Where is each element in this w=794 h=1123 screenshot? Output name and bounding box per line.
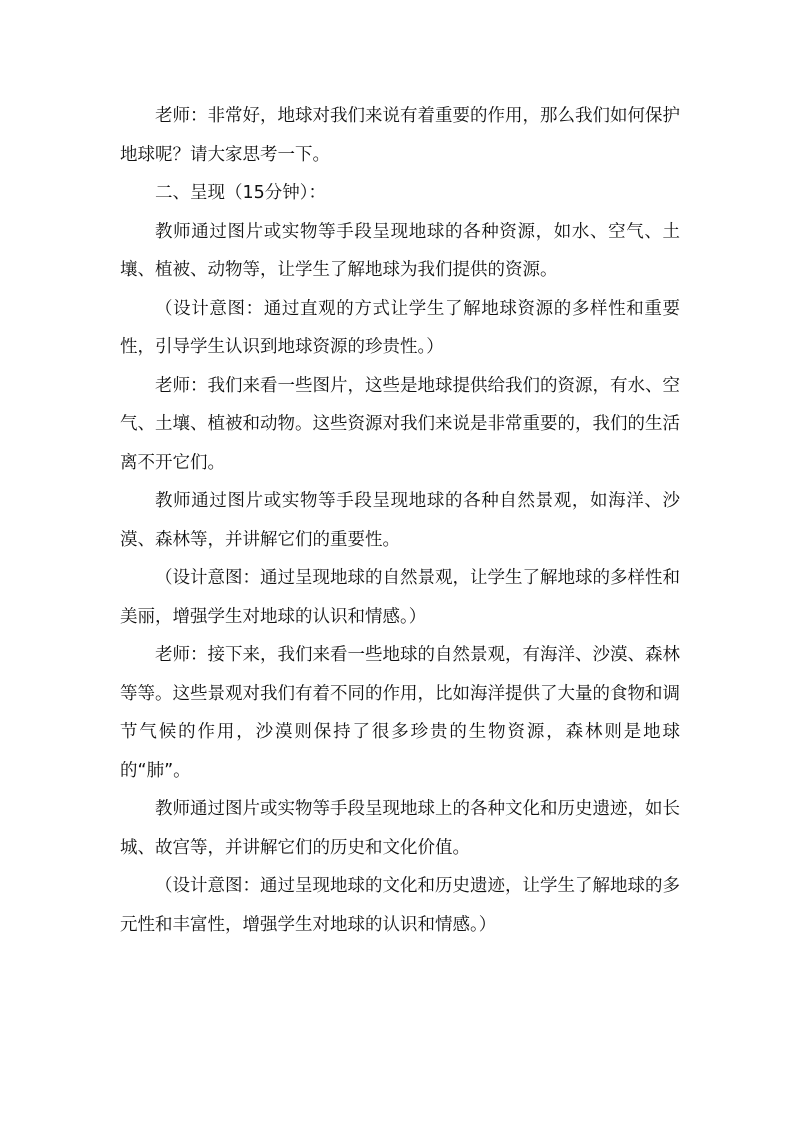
paragraph-teacher-question: 老师：非常好，地球对我们来说有着重要的作用，那么我们如何保护地球呢？请大家思考一下。 [120,106,680,165]
paragraph-landscapes: 教师通过图片或实物等手段呈现地球的各种自然景观，如海洋、沙漠、森林等，并讲解它们的重要性。 [120,491,680,550]
document-body [120,97,680,944]
paragraph-design-intent-resources: （设计意图：通过直观的方式让学生了解地球资源的多样性和重要性，引导学生认识到地球资源的珍贵性。） [120,298,680,357]
paragraph-teacher-resources: 老师：我们来看一些图片，这些是地球提供给我们的资源，有水、空气、土壤、植被和动物。这些资源对我们来说是非常重要的，我们的生活离不开它们。 [120,375,680,473]
paragraph-teacher-landscapes: 老师：接下来，我们来看一些地球的自然景观，有海洋、沙漠、森林等等。这些景观对我们有着不同的作用，比如海洋提供了大量的食物和调节气候的作用，沙漠则保持了很多珍贵的生物资源，森林则是地球的“肺”。 [120,645,680,781]
paragraph-design-intent-landscapes: （设计意图：通过呈现地球的自然景观，让学生了解地球的多样性和美丽，增强学生对地球的认识和情感。） [120,568,680,627]
section-heading-presentation: 二、呈现（15分钟）： [155,183,327,203]
paragraph-design-intent-culture: （设计意图：通过呈现地球的文化和历史遗迹，让学生了解地球的多元性和丰富性，增强学生对地球的认识和情感。） [120,876,680,935]
paragraph-resources: 教师通过图片或实物等手段呈现地球的各种资源，如水、空气、土壤、植被、动物等，让学生了解地球为我们提供的资源。 [120,221,680,280]
paragraph-culture-history: 教师通过图片或实物等手段呈现地球上的各种文化和历史遗迹，如长城、故宫等，并讲解它们的历史和文化价值。 [120,799,680,858]
